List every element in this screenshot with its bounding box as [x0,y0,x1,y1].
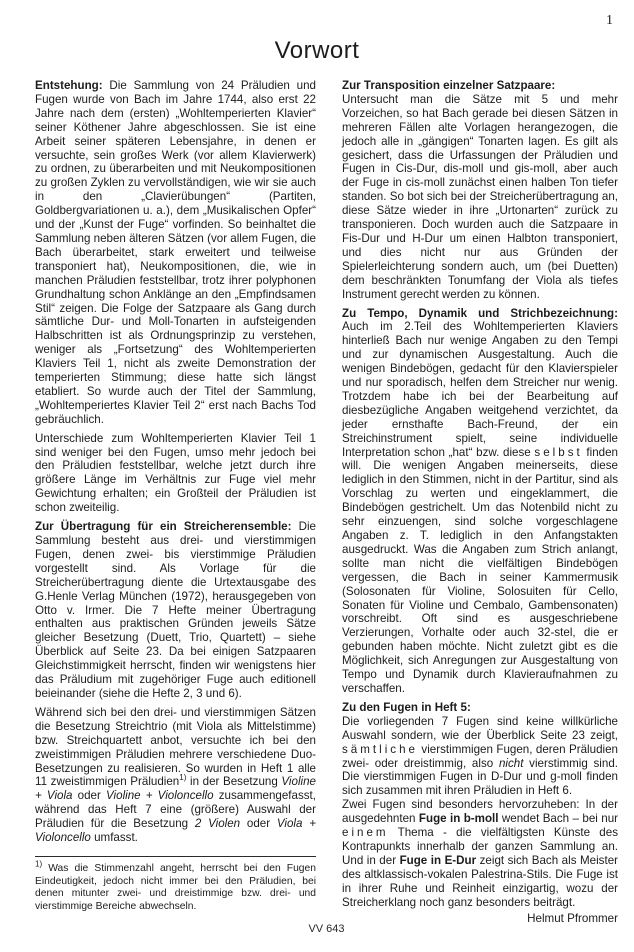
footnote-stimmenzahl: $^{1)}$ Was die Stimmenzahl angeht, herrscht bei den Fugen Eindeutigkeit, jedoch nicht immer bei den Präludien, bei denen mitunter zwei- und dreistimmige bzw. drei- und vierstimmige Bereiche abwechseln. [35,859,316,912]
footer-catalog-number: VV 643 [308,923,345,935]
heading-transposition: Zur Transposition einzelner Satzpaare: [342,79,556,92]
two-column-layout [0,65,634,926]
paragraph-entstehung: Entstehung: Die Sammlung von 24 Präludien und Fugen wurde von Bach im Jahre 1744, also erst 22 Jahre nach dem (ersten) „Wohltemperierten Klavier“ seiner Köthener Jahre abgeschlossen. Sie ist eine Arbeit seiner späteren Lebensjahre, in denen er versuchte, sein großes Werk (vor allem Klavierwerk) zu ordnen, zu überarbeiten und mit Neukompositionen zu großen Zyklen zu vervollständigen, wie wir sie auch in den „Clavierübungen“ (Partiten, Goldbergvariationen u. a.), dem „Musikalischen Opfer“ und der „Kunst der Fuge“ vorfinden. So beinhaltet die Sammlung neben älteren Sätzen (vor allem Fugen, die Bach überarbeitet, stark erweitert und teilweise transponiert hat), Neukompositionen, die, wie in manchen Präludien feststellbar, trotz ihrer polyphonen Grundhaltung schon Anklänge an den „Empfindsamen Stil“ zeigen. Die Folge der Satzpaare als Gang durch sämtliche Dur- und Moll-Tonarten in aufsteigenden Halbschritten ist als Ordnungsprinzip zu verstehen, weniger als „Fortsetzung“ des Wohltemperierten Klaviers Teil 1, nicht als zweite Demonstration der temperierten Stimmung; diese hatte sich längst etabliert. So wurde auch der Titel der Sammlung, „Wohltemperiertes Klavier Teil 2“ erst nach Bachs Tod gebräuchlich. [35,79,316,426]
paragraph-zwei-fugen: Zwei Fugen sind besonders hervorzuheben: In der ausgedehnten Fuge in b-moll wendet Bach – bei nur einem Thema - die vielfältigsten Künste des Kontrapunkts innerhalb der ganzen Sammlung an. Und in der Fuge in E-Dur zeigt sich Bach als Meister des altklassisch-vokalen Palestrina-Stils. Die Fuge ist in ihrer Ruhe und Reinheit einzigartig, wozu der Streicherklang noch ganz besonders beiträgt. [342,798,619,909]
paragraph-unterschiede: Unterschiede zum Wohltemperierten Klavier Teil 1 sind weniger bei den Fugen, umso mehr jedoch bei den Präludien feststellbar, welche jetzt durch ihre größere Länge im Verhältnis zur Fuge viel mehr Gewichtung erhalten; ein Großteil der Präludien ist schon zweiteilig. [35,431,316,515]
left-column [35,79,316,926]
paragraph-transposition: Untersucht man die Sätze mit 5 und mehr Vorzeichen, so hat Bach gerade bei diesen Sätzen in mehreren Fällen alte Vorlagen herangezogen, die jedoch alle in „gängigen“ Tonarten lagen. Es gilt als gesichert, dass die Urfassungen der Präludien und Fugen in Cis-Dur, dis-moll und gis-moll, aber auch der Fuge in cis-moll zunächst einen halben Ton tiefer standen. So bot sich bei der Streicherübertragung an, diese Sätze wieder in ihre „Urtonarten“ zurück zu transponieren. Doch wurden auch die Satzpaare in Fis-Dur und H-Dur um einen Halbton transponiert, und dies nicht nur aus Gründen der Spielerleichterung sondern auch, um (bei Duetten) dem beschränkten Tonumfang der Viola als tiefes Instrument gerecht werden zu können. [342,92,618,301]
page-title: Vorwort [274,37,360,64]
footnote-rule [35,856,316,857]
paragraph-uebertragung: Zur Übertragung für ein Streicherensemble: Die Sammlung besteht aus drei- und vierstimmigen Fugen, denen zwei- bis vierstimmige Präludien vorgestellt sind. Als Vorlage für die Streicherübertragung diente die Urtextausgabe des G.Henle Verlag München (1972), herausgegeben von Otto v. Irmer. Die 7 Hefte meiner Übertragung enthalten aus praktischen Gründen jeweils Sätze gleicher Besetzung (Duett, Trio, Quartett) – siehe Überblick auf Seite 23. Da bei einigen Satzpaaren Gleichstimmigkeit herrscht, finden wir wenigstens hier das Präludium mit zugehöriger Fuge auch editionell beieinander (siehe die Hefte 2, 3 und 6). [35,520,316,700]
page-number: 1 [606,13,613,28]
paragraph-fugen-heft5: Die vorliegenden 7 Fugen sind keine willkürliche Auswahl sondern, wie der Überblick Seite 23 zeigt, sämtliche vierstimmigen Fugen, deren Präludien zwei- oder dreistimmig, also nicht vierstimmig sind. Die vierstimmigen Fugen in D-Dur und g-moll finden sich zusammen mit ihren Präludien in Heft 6. [342,714,618,798]
heading-fugen-heft5: Zu den Fugen in Heft 5: [342,700,471,714]
signature-author: Helmut Pfrommer [527,912,618,926]
heading-tempo-dynamik: Zu Tempo, Dynamik und Strichbezeichnung: [342,306,618,320]
paragraph-besetzungen: Während sich bei den drei- und vierstimmigen Sätzen die Besetzung Streichtrio (mit Viola als Mittelstimme) bzw. Streichquartett anbot, versuchte ich bei den zweistimmigen Präludien mehrere verschiedene Duo-Besetzungen zu realisieren. So wurden in Heft 1 alle 11 zweistimmigen Präludien$^{1)}$ in der Besetzung Violine + Viola oder Violine + Violoncello zusammengefasst, während das Heft 7 eine (größere) Auswahl der Präludien für die Besetzung 2 Violen oder Viola + Violoncello umfasst. [35,705,317,845]
right-column [342,79,618,926]
paragraph-tempo-dynamik: Auch im 2.Teil des Wohltemperierten Klaviers hinterließ Bach nur wenige Angaben zu den Tempi und zur dynamischen Ausgestaltung. Auch die wenigen Bindebögen, gedacht für den Klavierspieler und nur sporadisch, helfen dem Streicher nur wenig. Trotzdem habe ich bei der Bearbeitung auf diesbezügliche Angaben weitgehend verzichtet, da jeder ernsthafte Bach-Freund, der ein Streichinstrument spielt, seine individuelle Interpretation schon „hat“ bzw. diese selbst finden will. Die wenigen Angaben meinerseits, diese lediglich in den Stimmen, nicht in der Partitur, sind als Vorschlag zu werten und eingeklammert, die Bindebögen gestrichelt. Um das Notenbild nicht zu sehr einzuengen, sind solche vorgeschlagene Angaben z. T. lediglich in den Anfangstakten ausgedruckt. Was die Angaben zum Strich anlangt, sollte man nicht die vielfältigen Bindebögen vergessen, die Bach in seiner Kammermusik (Solosonaten für Violine, Solosuiten für Cello, Sonaten für Violine und Cembalo, Gambensonaten) vorschreibt. Oft sind es ausgeschriebene Verzierungen, Vorhalte oder auch 32-stel, die er gebunden haben möchte. Nicht zuletzt gibt es die Möglichkeit, sich Anregungen zur Ausgestaltung von Tempo und Dynamik durch Klavieraufnahmen zu verschaffen. [342,320,618,695]
